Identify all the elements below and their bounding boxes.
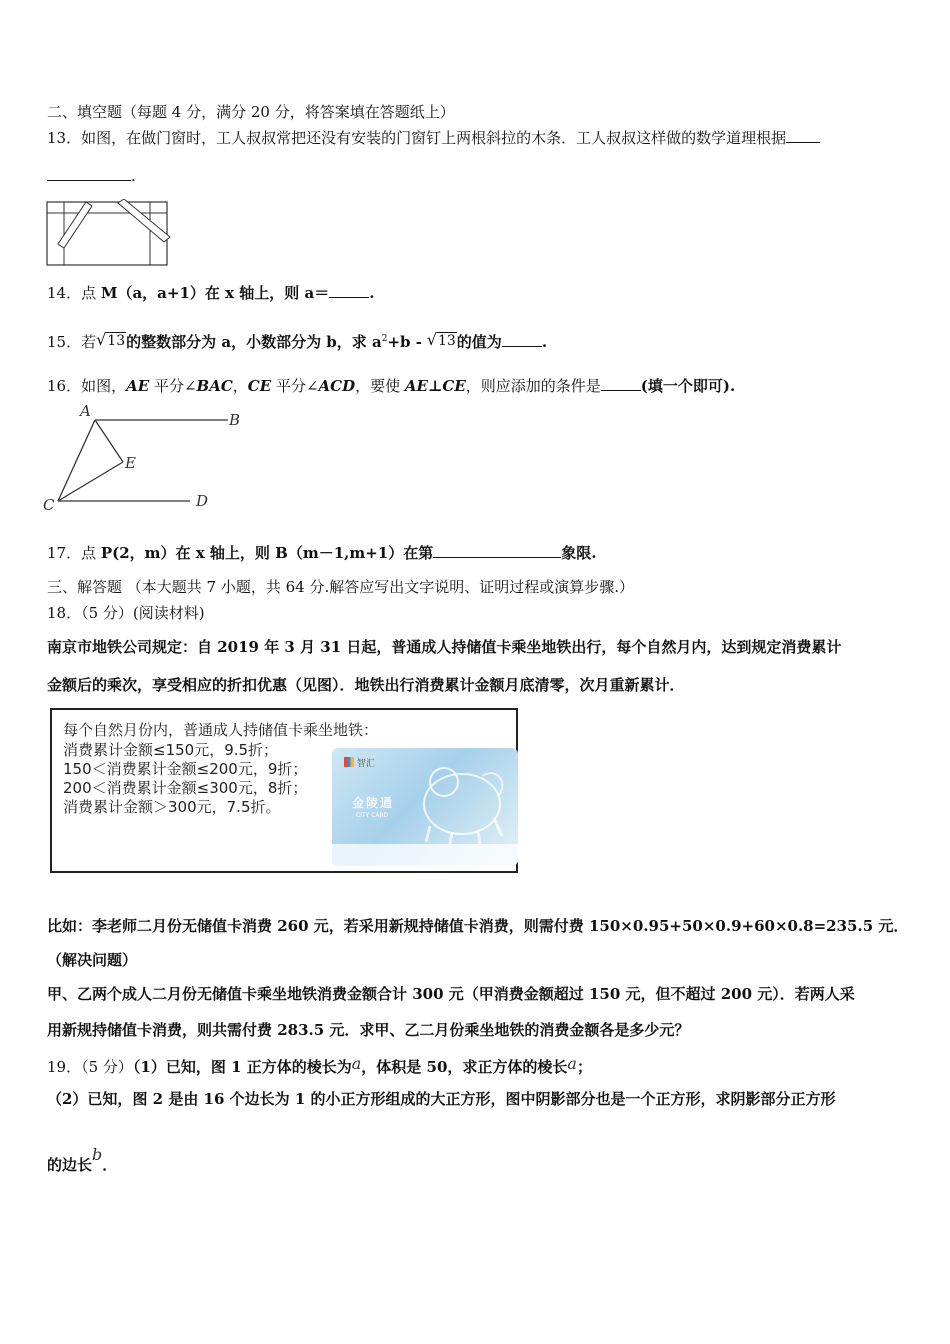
label-a: A: [80, 402, 91, 420]
q15-end: 的值为: [456, 333, 502, 351]
q17-end: 象限.: [561, 544, 597, 562]
lion-emblem-icon: [412, 756, 512, 846]
q13-blank-b: [47, 166, 131, 181]
line-ae: [95, 420, 123, 462]
fare-box-title: 每个自然月份内，普通成人持储值卡乘坐地铁：: [63, 721, 379, 739]
q15-sqrt-1-radicand: 13: [107, 333, 126, 349]
q16-acd: ACD: [318, 377, 356, 395]
section3-title: 三、解答题 （本大题共 7 小题，共 64 分.解答应写出文字说明、证明过程或演算步骤.）: [47, 578, 635, 596]
q16-ae: AE: [126, 377, 150, 395]
label-c: C: [43, 496, 55, 514]
q15-dot: .: [541, 333, 548, 351]
q17-prefix: 17．点: [47, 544, 101, 562]
q16: [47, 376, 735, 396]
fare-rule-1: 消费累计金额≤150元，9.5折；: [63, 741, 279, 759]
q17-blank: [433, 543, 561, 558]
q16-bac: BAC: [196, 377, 233, 395]
q18-head: 18．（5 分）(阅读材料): [47, 604, 205, 622]
q15-blank: [502, 332, 542, 347]
q19-var-b: b: [92, 1145, 103, 1164]
q19-p1c: ；: [576, 1058, 592, 1076]
card-name: 金陵通: [352, 796, 395, 810]
card-logo-text: 智汇: [356, 759, 375, 769]
q13-blank-a: [786, 128, 820, 143]
q14-blank: [329, 283, 369, 298]
q19-var-a: a: [351, 1054, 362, 1073]
label-e: E: [125, 454, 136, 472]
card-logo: [344, 756, 375, 769]
q16-prefix: 16．如图，: [47, 377, 127, 395]
left-brace: [58, 202, 92, 248]
q13-line2: [47, 166, 136, 186]
q15-sqrt-2-radicand: 13: [437, 333, 456, 349]
q13-text: 13．如图，在做门窗时，工人叔叔常把还没有安装的门窗钉上两根斜拉的木条．工人叔叔这样做的数学道理根据: [47, 129, 787, 147]
fare-discount-box: [50, 708, 518, 873]
city-card-image: [332, 748, 518, 866]
q15: [47, 326, 547, 355]
card-footer-strip: [332, 844, 518, 866]
q16-ae2: AE: [404, 377, 428, 395]
q15-sqrt-1: √13: [96, 330, 126, 349]
q15-mid2: +b -: [387, 333, 422, 351]
q18-para2: 金额后的乘次，享受相应的折扣优惠（见图）．地铁出行消费累计金额月底清零，次月重新累计．: [47, 676, 685, 694]
q13-frame-figure: [46, 199, 172, 269]
section2-title: 二、填空题（每题 4 分，满分 20 分，将答案填在答题纸上）: [47, 103, 455, 121]
q14-text: M（a，a+1）在 x 轴上，则 a＝: [100, 284, 330, 302]
q13-line1: [47, 128, 820, 148]
q19-line3: [47, 1142, 117, 1178]
q13-end: .: [131, 167, 136, 185]
q19-p1a: （1）已知，图 1 正方体的棱长为: [132, 1058, 352, 1076]
q19-var-a2: a: [567, 1054, 577, 1073]
q14-end: .: [369, 284, 375, 302]
line-ac: [58, 420, 95, 501]
q17: [47, 543, 596, 563]
q18-problem-head: （解决问题）: [47, 951, 138, 969]
q18-para4: 用新规持储值卡消费，则共需付费 283.5 元．求甲、乙二月份乘坐地铁的消费金额各是多少元？: [47, 1021, 690, 1039]
q16-t4: ，要使: [355, 377, 405, 395]
q16-ce2: CE: [442, 377, 466, 395]
card-sub: CITY CARD: [356, 812, 389, 819]
fare-rules-list: [63, 741, 307, 817]
q18-para1: 南京市地铁公司规定：自 2019 年 3 月 31 日起，普通成人持储值卡乘坐地铁出行，每个自然月内，达到规定消费累计: [47, 638, 842, 656]
q19-line1: [47, 1054, 592, 1077]
q15-prefix: 15．若: [47, 333, 97, 351]
q16-t5: ，则应添加的条件是: [465, 377, 601, 395]
line-ce: [58, 462, 123, 501]
right-brace: [118, 199, 170, 242]
q19-line2: （2）已知，图 2 是由 16 个边长为 1 的小正方形组成的大正方形，图中阴影部分也是一个正方形，求阴影部分正方形: [47, 1090, 836, 1108]
fare-rule-3: 200＜消费累计金额≤300元，8折；: [63, 779, 308, 797]
q16-blank: [601, 376, 641, 391]
q15-mid1: 的整数部分为 a，小数部分为 b，求 a: [126, 333, 382, 351]
q16-geometry-figure: [40, 402, 250, 514]
q17-text: P(2，m）在 x 轴上，则 B（m－1,m+1）在第: [100, 544, 434, 562]
q18-example: 比如：李老师二月份无储值卡消费 260 元，若采用新规持储值卡消费，则需付费 150×0.95+50×0.9+60×0.8=235.5 元．: [47, 917, 909, 935]
q19-p3a: 的边长: [47, 1156, 93, 1174]
q19-p3b: ．: [102, 1156, 118, 1174]
q14-prefix: 14．点: [47, 284, 101, 302]
q16-t1: 平分∠: [149, 377, 197, 395]
q19-p1b: ，体积是 50，求正方体的棱长: [361, 1058, 568, 1076]
label-b: B: [229, 411, 241, 429]
q16-perp: ⊥: [427, 377, 443, 395]
q16-ce: CE: [247, 377, 272, 395]
q18-para3: 甲、乙两个成人二月份无储值卡乘坐地铁消费金额合计 300 元（甲消费金额超过 150 元，但不超过 200 元）．若两人采: [47, 985, 855, 1003]
q14: [47, 283, 374, 303]
q16-t2: ，: [232, 377, 248, 395]
fare-rule-4: 消费累计金额＞300元，7.5折。: [63, 798, 281, 816]
q19-prefix: 19．（5 分）: [47, 1058, 133, 1076]
q16-t6: (填一个即可).: [640, 377, 736, 395]
q15-sup: 2: [381, 334, 388, 344]
card-logo-mark-icon: [344, 757, 354, 767]
q16-t3: 平分∠: [271, 377, 319, 395]
q15-sqrt-2: √13: [426, 330, 456, 349]
label-d: D: [196, 492, 209, 510]
fare-rule-2: 150＜消费累计金额≤200元，9折；: [63, 760, 308, 778]
